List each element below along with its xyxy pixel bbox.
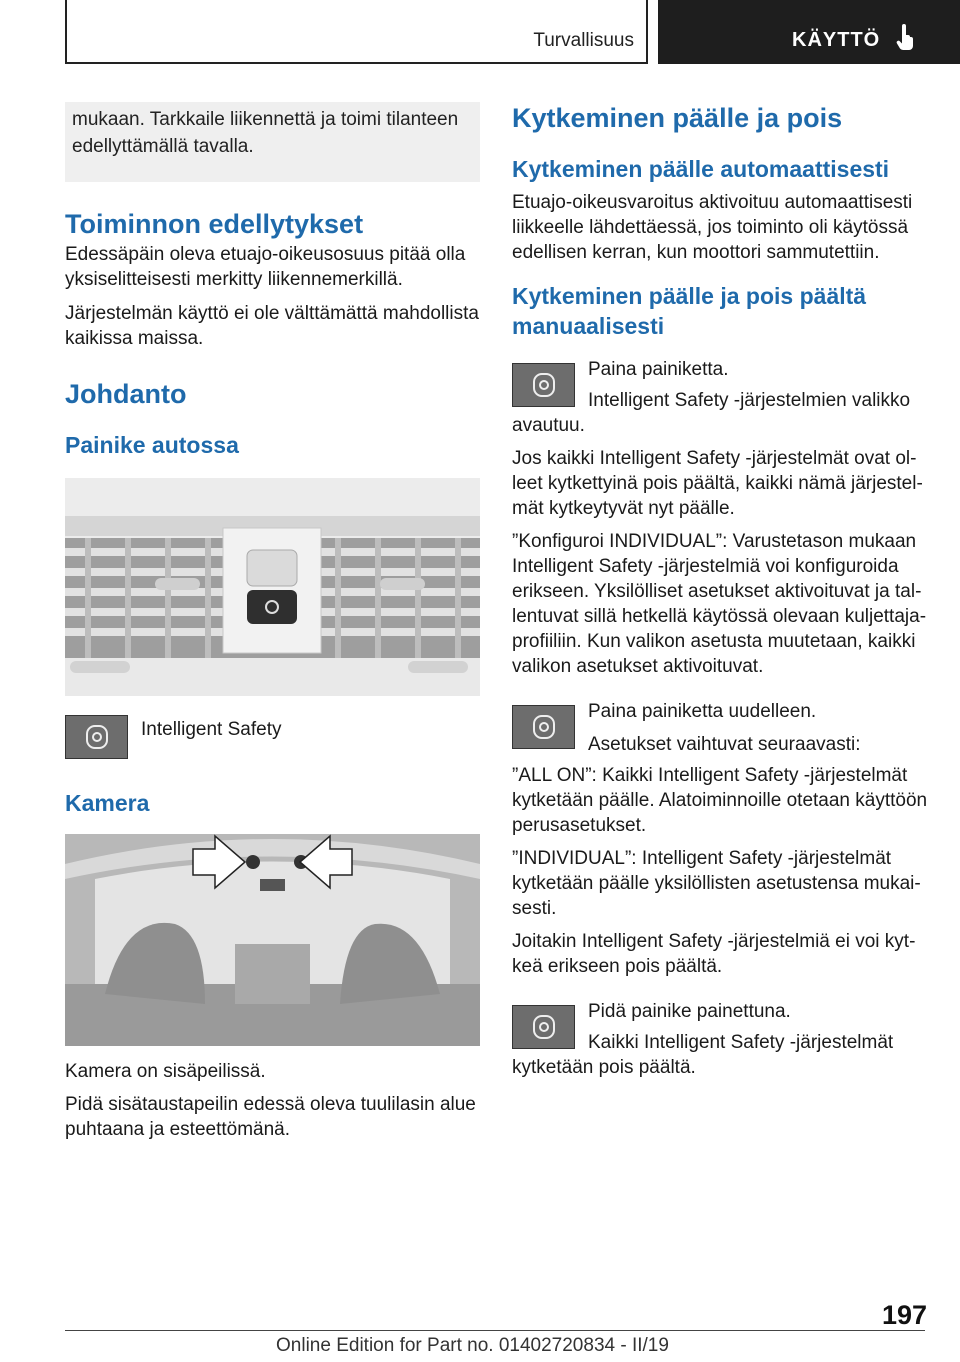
step3-text: Kaikki Intelligent Safety -järjestelmät kytketään pois päältä. <box>512 1032 894 1078</box>
button-caption: Intelligent Safety <box>141 719 282 740</box>
heading-auto-on: Kytkeminen päälle automaattisesti <box>512 156 890 182</box>
heading-intro: Johdanto <box>65 379 187 409</box>
paragraph-individual: ”INDIVIDUAL”: Intelligent Safety -järjestelmät kytketään päälle yksilöllisten asetustensa mukaisesti. <box>512 848 921 919</box>
step-press-button <box>512 357 930 438</box>
step-hold-button <box>512 999 930 1080</box>
paragraph-camera-2: Pidä sisätaustapeilin edessä oleva tuulilasin alue puhtaana ja esteettömänä. <box>65 1094 476 1140</box>
paragraph-all-on: ”ALL ON”: Kaikki Intelligent Safety -järjestelmät kytketään päälle. Alatoiminnoille otetaan käyttöön perusasetukset. <box>512 765 928 836</box>
heading-camera: Kamera <box>65 790 150 816</box>
header-chapter-tab <box>658 0 960 64</box>
paragraph-requirements-1: Edessäpäin oleva etuajo-oikeusosuus pitää olla yksiselitteisesti merkitty liikennemerkillä. <box>65 244 466 290</box>
paragraph-camera-1: Kamera on sisäpeilissä. <box>65 1061 266 1082</box>
step1-title: Paina painiketta. <box>588 359 729 380</box>
step2-title: Paina painiketta uudelleen. <box>588 701 817 722</box>
left-column <box>65 102 480 1142</box>
intelligent-safety-button-icon <box>512 1005 575 1049</box>
step2-text: Asetukset vaihtuvat seuraavasti: <box>588 734 861 755</box>
heading-requirements: Toiminnon edellytykset <box>65 209 364 239</box>
step-press-again <box>512 699 930 757</box>
heading-button-in-car: Painike autossa <box>65 432 239 458</box>
paragraph-some-systems: Joitakin Intelligent Safety -järjestelmiä ei voi kytkeä erikseen pois päältä. <box>512 931 916 977</box>
step3-title: Pidä painike painettuna. <box>588 1001 791 1022</box>
camera-location-photo <box>65 834 480 1046</box>
dashboard-button-photo <box>65 478 480 696</box>
intelligent-safety-button-icon <box>65 715 128 759</box>
header-chapter-title: KÄYTTÖ <box>792 29 881 51</box>
intelligent-safety-button-icon <box>512 363 575 407</box>
intelligent-safety-button-icon <box>512 705 575 749</box>
button-legend-row <box>65 715 480 759</box>
right-column <box>512 102 930 1080</box>
footer-divider <box>65 1330 925 1331</box>
header-section-tab <box>65 0 648 64</box>
heading-on-off: Kytkeminen päälle ja pois <box>512 103 843 133</box>
edition-info: Online Edition for Part no. 01402720834 - II/19 <box>276 1335 669 1356</box>
paragraph-configure: ”Konfiguroi INDIVIDUAL”: Varustetason mukaan Intelligent Safety -järjestelmiä voi konfiguroida erikseen. Yksilölliset asetukset aktivoituvat ja tallentuvat sillä hetkellä käytössä olevaan kuljettajaprofiiliin. Kun valikon asetusta muutetaan, kaikki valikon asetukset aktivoituvat. <box>512 531 927 677</box>
note-box <box>65 102 480 182</box>
header-section-title: Turvallisuus <box>533 30 634 51</box>
paragraph-requirements-2: Järjestelmän käyttö ei ole välttämättä mahdollista kaikissa maissa. <box>65 303 479 349</box>
note-text: mukaan. Tarkkaile liikennettä ja toimi tilanteen edellyttämällä tavalla. <box>72 109 459 157</box>
paragraph-all-off: Jos kaikki Intelligent Safety -järjestelmät ovat olleet kytkettyinä pois päältä, kaikki nämä järjestelmät kytkeytyvät nyt päälle. <box>512 448 923 519</box>
step1-text: Intelligent Safety -järjestelmien valikko avautuu. <box>512 390 911 436</box>
page-number: 197 <box>881 1300 927 1330</box>
paragraph-auto-on: Etuajo-oikeusvaroitus aktivoituu automaattisesti liikkeelle lähdettäessä, jos toiminto oli käytössä edellisen kerran, kun moottori sammutettiin. <box>512 192 913 263</box>
heading-manual: Kytkeminen päälle ja pois päältä manuaalisesti <box>512 283 867 339</box>
hand-pointer-icon <box>896 24 916 57</box>
